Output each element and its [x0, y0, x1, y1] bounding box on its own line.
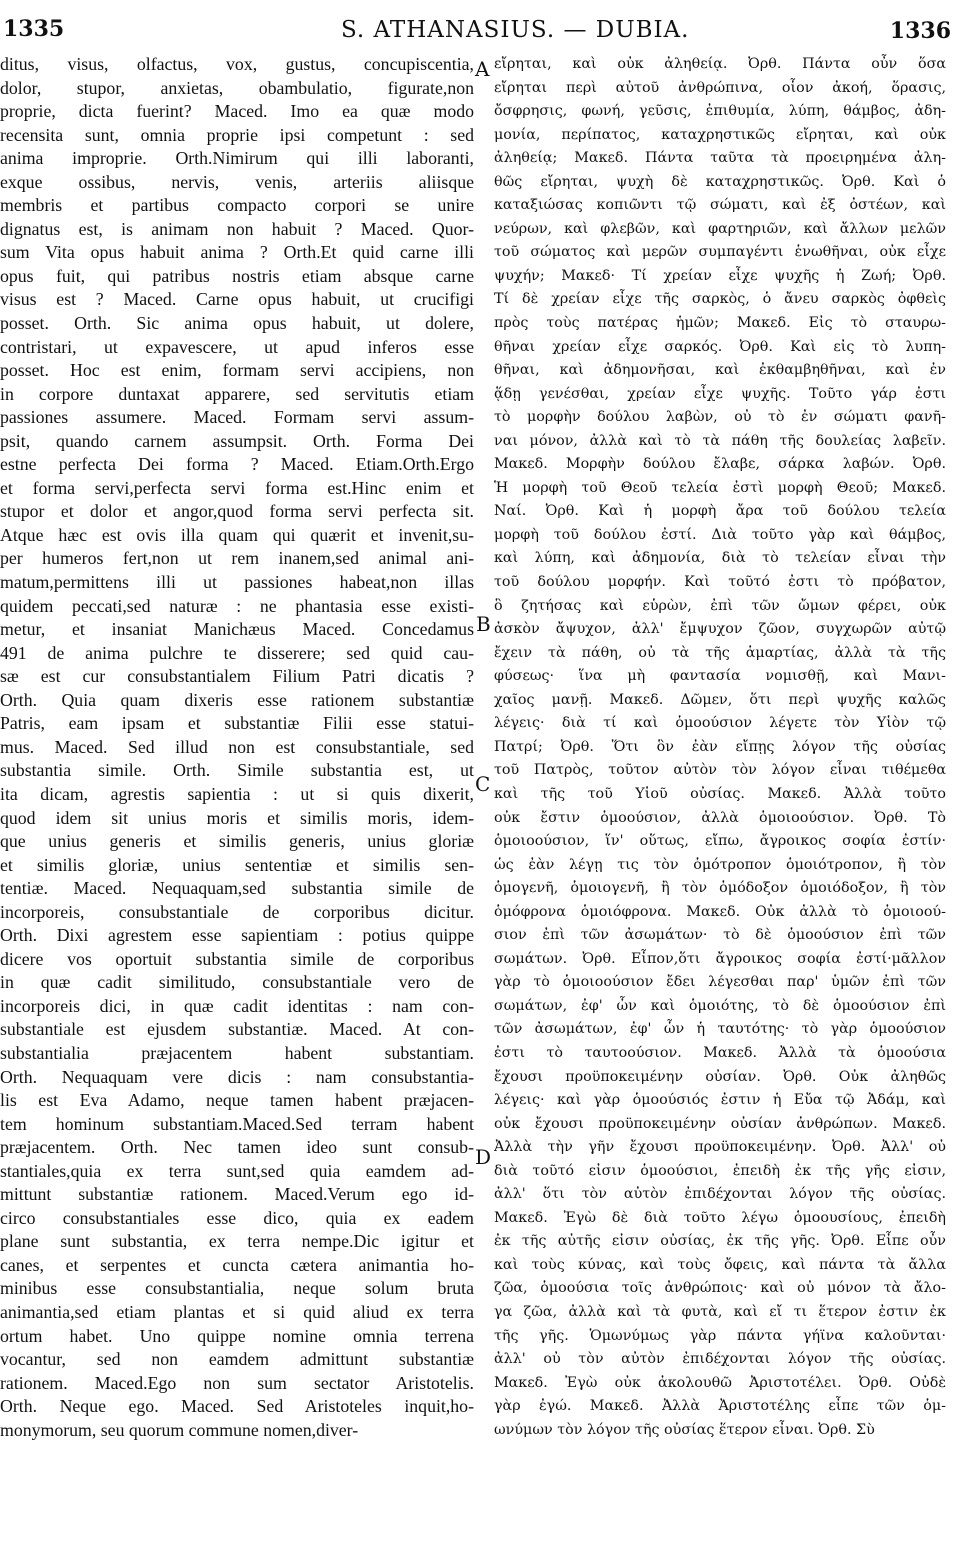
greek-text-line: ὁμοιοούσιον, ἵν' οὕτως, εἴπω, ἄγροικος σοφία ἐστίν·: [494, 833, 946, 850]
greek-text-line: ᾅδῃ γενέσθαι, χρείαν εἶχε ψυχῆς. Τοῦτο γάρ ἐστι: [494, 385, 946, 402]
greek-text-line: σωμάτων. Ὀρθ. Εἶπον,ὅτι ἄγροικος σοφία ἐστί·μᾶλλον: [494, 950, 946, 967]
latin-text-line: rationem. Maced.Ego non sum sectator Aristotelis.: [0, 1372, 474, 1393]
greek-text-line: διὰ τοῦτό εἰσιν ὁμοούσιοι, ἐπειδὴ ἐκ τῆς γῆς εἰσιν,: [494, 1162, 946, 1179]
greek-text-line: ἀλλ' ὅτι τὸν αὐτὸν ἐπιδέχονται λόγον τῆς οὐσίας.: [494, 1186, 946, 1203]
latin-text-line: in corpore duntaxat apparere, sed servitutis etiam: [0, 383, 474, 404]
latin-text-line: præjacentem. Orth. Nec tamen ideo sunt consub-: [0, 1137, 474, 1158]
greek-text-line: ὄσφρησις, φωνή, γεῦσις, ἐπιθυμία, λύπη, θάμβος, ἀδη-: [494, 103, 946, 120]
greek-text-line: ζῶα, ὁμοούσια τοῖς ἀνθρώποις· καὶ οὐ μόνον τὰ ἄλο-: [494, 1280, 946, 1297]
latin-text-line: Orth. Quia quam dixeris esse rationem substantiæ: [0, 689, 474, 710]
greek-text-line: Τί δὲ χρείαν εἶχε τῆς σαρκὸς, ὁ ἄνευ σαρκὸς ὀφθεὶς: [494, 291, 946, 308]
latin-text-line: anima improprie. Orth.Nimirum qui illi laboranti,: [0, 148, 474, 169]
greek-text-line: τῶν ἀσωμάτων, ἐφ' ὧν ἡ ταυτότης· τὸ γὰρ ὁμοούσιον: [494, 1021, 946, 1038]
latin-text-line: ortum habet. Uno quippe nomine omnia terrena: [0, 1325, 474, 1346]
greek-text-line: ωνύμων τὸν λόγον τῆς οὐσίας ἕτερον εἶναι. Ὀρθ. Σὺ: [494, 1421, 875, 1438]
latin-text-line: sæ est cur consubstantialem Filium Patri dicatis ?: [0, 666, 474, 687]
latin-text-line: posset. Hoc est enim, formam servi accipiens, non: [0, 360, 474, 381]
greek-text-line: ἐστι τὸ ταυτοούσιον. Μακεδ. Ἀλλὰ τὰ ὁμοούσια: [494, 1044, 946, 1061]
latin-text-line: posset. Orth. Sic anima opus habuit, ut dolere,: [0, 313, 474, 334]
greek-text-line: ἔχουσι προϋποκειμένην οὐσίαν. Ὀρθ. Οὐκ ἀληθῶς: [494, 1068, 946, 1085]
latin-text-line: 491 de anima pulchre te disserere; sed quid cau-: [0, 642, 474, 663]
greek-text-line: ψυχήν; Μακεδ· Τί χρείαν εἶχε ψυχῆς ἡ Ζωή; Ὀρθ.: [494, 267, 946, 284]
greek-text-line: γὰρ ἐγώ. Μακεδ. Ἀλλὰ Ἀριστοτέλης εἶπε τῶν ὁμ-: [494, 1398, 946, 1415]
latin-text-line: Orth. Dixi agrestem esse sapientiam : potius quippe: [0, 925, 474, 946]
greek-text-line: πρὸς τοὺς πατέρας ἡμῶν; Μακεδ. Εἰς τὸ σταυρω-: [494, 315, 946, 332]
greek-text-line: μορφὴ τοῦ δούλου ἐστί. Διὰ τοῦτο γὰρ καὶ θάμβος,: [494, 526, 946, 543]
greek-text-line: τὸ μορφὴν δούλου λαβὼν, οὐ τὸ ἐν σώματι φανῆ-: [494, 409, 946, 426]
latin-text-line: contristari, ut expavescere, ut apud inferos esse: [0, 336, 474, 357]
greek-text-line: ὁμογενῆ, ὁμοιογενῆ, ἢ τὸν ὁμόδοξον ὁμοιόδοξον, ἢ τὸν: [494, 880, 946, 897]
latin-text-line: dicere vos oportuit substantia simile de corporibus: [0, 948, 474, 969]
latin-text-line: recensita sunt, omnia proprie ipsi competunt : sed: [0, 124, 474, 145]
latin-text-line: quidem peccati,sed naturæ : ne phantasia esse existi-: [0, 595, 474, 616]
latin-text-line: minibus esse consubstantialia, neque solum bruta: [0, 1278, 474, 1299]
greek-text-line: σιον ἐπὶ τῶν ἀσωμάτων· τὸ δὲ ὁμοούσιον ἐπὶ τῶν: [494, 927, 946, 944]
latin-text-line: tentiæ. Maced. Nequaquam,sed substantia simile de: [0, 878, 474, 899]
latin-text-line: dignatus est, is animam non habuit ? Maced. Quor-: [0, 218, 474, 239]
greek-text-line: ὃ ζητήσας καὶ εὑρὼν, ἐπὶ τῶν ὤμων φέρει, οὐκ: [494, 597, 946, 614]
greek-text-line: Μακεδ. Ἐγὼ οὐκ ἀκολουθῶ Ἀριστοτέλει. Ὀρθ. Οὐδὲ: [494, 1374, 946, 1391]
latin-text-line: stantiales,quia ex terra sunt,sed quia eamdem ad-: [0, 1160, 474, 1181]
greek-text-line: γὰρ τὸ ὁμοιοούσιον ἔδει λέγεσθαι παρ' ὑμῶν ἐπὶ τῶν: [494, 974, 946, 991]
greek-text-line: εἴρηται, καὶ οὐκ ἀληθείᾳ. Ὀρθ. Πάντα οὖν ὅσα: [494, 56, 946, 72]
greek-text-line: ἀσκὸν ἄψυχον, ἀλλ' ἔμψυχον ζῶον, συγχωρῶν αὐτῷ: [494, 621, 946, 638]
greek-text-line: καὶ τῆς τοῦ Υἱοῦ οὐσίας. Μακεδ. Ἀλλὰ τοῦτο: [494, 785, 946, 802]
latin-text-line: plane sunt substantia, ex terra nempe.Dic igitur et: [0, 1231, 474, 1252]
latin-text-line: ita dicam, agrestis sapientia : ut si quis dixerit,: [0, 783, 474, 804]
greek-text-line: γα ζῶα, ἀλλὰ καὶ τὰ φυτὰ, καὶ εἴ τι ἕτερον ἐστιν ἐκ: [494, 1303, 946, 1320]
running-title: S. ATHANASIUS. — DUBIA.: [341, 17, 690, 43]
greek-text-line: τοῦ σώματος καὶ μερῶν συμπαγέντι ἑνωθῆναι, οὐκ εἶχε: [494, 244, 946, 261]
latin-text-line: animantia,sed etiam plantas et si quid aliud ex terra: [0, 1301, 474, 1322]
greek-text-line: οὐκ ἔστιν ὁμοούσιον, ἀλλὰ ὁμοιοούσιον. Ὀρθ. Τὸ: [494, 809, 946, 826]
section-marker-a: A: [475, 57, 490, 81]
greek-text-line: Μακεδ. Μορφὴν δούλου ἔλαβε, σάρκα λαβών. Ὀρθ.: [494, 456, 946, 473]
greek-text-line: Ἡ μορφὴ τοῦ Θεοῦ τελεία ἐστὶ μορφὴ Θεοῦ; Μακεδ.: [494, 479, 946, 496]
greek-text-line: οὐκ ἔχουσι προϋποκειμένην οὐσίαν ἀνθρώπων. Μακεδ.: [494, 1115, 946, 1132]
latin-text-line: canes, et serpentes et cuncta cætera animantia ho-: [0, 1254, 474, 1275]
greek-text-line: τοῦ Πατρὸς, τοῦτον αὐτὸν τὸν λόγον εἶναι τιθέμεθα: [494, 762, 946, 779]
latin-text-line: matum,permittens illi ut passiones habeat,non illas: [0, 572, 474, 593]
latin-text-line: Atque hæc est ovis illa quam qui quærit et invenit,su-: [0, 524, 474, 545]
greek-text-line: θῆναι, καὶ ἀδημονῆσαι, καὶ ἐκθαμβηθῆναι, καὶ ἐν: [494, 362, 946, 379]
latin-text-line: Patris, eam ipsam et substantiæ Filii esse statui-: [0, 713, 474, 734]
greek-text-line: Μακεδ. Ἐγὼ δὲ διὰ τοῦτο λέγω ὁμοουσίους, ἐπειδὴ: [494, 1209, 946, 1226]
latin-text-line: tem hominum substantiam.Maced.Sed terram habent: [0, 1113, 474, 1134]
section-marker-d: D: [475, 1145, 492, 1169]
latin-text-line: proprie, dicta fuerint? Maced. Imo ea quæ modo: [0, 101, 474, 122]
latin-text-line: substantiale est ejusdem substantiæ. Maced. At con-: [0, 1019, 474, 1040]
latin-text-line: psit, quando carnem assumpsit. Orth. Forma Dei: [0, 430, 474, 451]
page-header: [0, 16, 957, 46]
greek-text-line: μονία, περίπατος, καταχρηστικῶς εἴρηται, καὶ οὐκ: [494, 126, 946, 143]
latin-text-line: mus. Maced. Sed illud non est consubstantiale, sed: [0, 736, 474, 757]
latin-text-line: incorporeis, consubstantiale de corporibus dicitur.: [0, 901, 474, 922]
latin-text-line: et forma servi,perfecta servi forma est.Hinc enim et: [0, 477, 474, 498]
greek-text-line: καὶ τοὺς κύνας, καὶ τοὺς ὄφεις, καὶ πάντα τὰ ἄλλα: [494, 1256, 946, 1273]
greek-text-line: ἀλλ' οὐ τὸν αὐτὸν ἐπιδέχονται λόγον τῆς οὐσίας.: [494, 1351, 946, 1368]
greek-text-line: ἀληθείᾳ; Μακεδ. Πάντα ταῦτα τὰ προειρημένα ἀλη-: [494, 150, 946, 167]
greek-text-line: ἔχειν τὰ πάθη, οὐ τὰ τῆς ἁμαρτίας, ἀλλὰ τὰ τῆς: [494, 644, 946, 661]
greek-text-line: φύσεως· ἵνα μὴ φαντασία νομισθῇ, καὶ Μανι-: [494, 668, 946, 685]
greek-text-line: τῆς γῆς. Ὁμωνύμως γὰρ πάντα γήϊνα καλοῦνται·: [494, 1327, 946, 1344]
greek-text-line: σωμάτων, ἐφ' ὧν καὶ ὁμοιότης, τὸ δὲ ὁμοούσιον ἐπὶ: [494, 997, 946, 1014]
greek-column: [494, 53, 946, 1553]
greek-text-line: ναι μόνον, ἀλλὰ καὶ τὸ τὰ πάθη τῆς δουλείας λαβεῖν.: [494, 432, 946, 449]
latin-text-line: stupor et dolor et angor,quod forma servi perfecta sit.: [0, 501, 474, 522]
latin-text-line: sum Vita opus habuit anima ? Orth.Et quid carne illi: [0, 242, 474, 263]
section-marker-b: B: [476, 612, 491, 636]
greek-text-line: καταξιώσας κοπιῶντι τῷ σώματι, καὶ ἐξ ὀστέων, καὶ: [494, 197, 946, 214]
latin-text-line: estne perfecta Dei forma ? Maced. Etiam.Orth.Ergo: [0, 454, 474, 475]
latin-text-line: substantia simile. Orth. Simile substantia est, ut: [0, 760, 474, 781]
greek-text-line: ὁμόφρονα ὁμοιόφρονα. Μακεδ. Οὐκ ἀλλὰ τὸ ὁμοιοού-: [494, 903, 946, 920]
latin-text-line: dolor, stupor, anxietas, obambulatio, figurate,non: [0, 77, 474, 98]
latin-text-line: substantialia præjacentem habent substantiam.: [0, 1042, 474, 1063]
greek-text-line: λέγεις· καὶ γὰρ ὁμοούσιός ἐστιν ἡ Εὔα τῷ Ἀδάμ, καὶ: [494, 1092, 946, 1109]
latin-text-line: quod idem sit unius moris et similis moris, idem-: [0, 807, 474, 828]
greek-text-line: καὶ λύπη, καὶ ἀδημονία, διὰ τὸ τελείαν εἶναι τὴν: [494, 550, 946, 567]
section-marker-c: C: [475, 772, 491, 796]
page-number-right: 1336: [889, 18, 951, 44]
latin-text-line: mittunt substantiæ rationem. Maced.Verum ego id-: [0, 1184, 474, 1205]
latin-text-line: visus est ? Maced. Carne opus habuit, ut crucifigi: [0, 289, 474, 310]
page-number-left: 1335: [3, 16, 65, 42]
latin-text-line: vocantur, sed non eamdem admittunt substantiæ: [0, 1349, 474, 1370]
latin-text-line: monymorum, seu quorum commune nomen,diver-: [0, 1419, 359, 1440]
latin-text-line: ditus, visus, olfactus, vox, gustus, concupiscentia,: [0, 54, 474, 74]
latin-text-line: lis est Eva Adamo, neque tamen habent præjacen-: [0, 1090, 474, 1111]
greek-text-line: Πατρί; Ὀρθ. Ὅτι ὃν ἐὰν εἴπῃς λόγον τῆς οὐσίας: [494, 738, 946, 755]
latin-text-line: et similis gloriæ, unius sententiæ et similis sen-: [0, 854, 474, 875]
greek-text-line: ἐκ τῆς αὐτῆς εἰσιν οὐσίας, ἐκ τῆς γῆς. Ὀρθ. Εἶπε οὖν: [494, 1233, 946, 1250]
latin-text-line: incorporeis dici, in quæ cadit identitas : nam con-: [0, 995, 474, 1016]
latin-text-line: Orth. Neque ego. Maced. Sed Aristoteles inquit,ho-: [0, 1396, 474, 1417]
greek-text-line: λέγεις· διὰ τί καὶ ὁμοούσιον λέγετε τὸν Υἱὸν τῷ: [494, 715, 946, 732]
greek-text-line: θῶς εἴρηται, ψυχὴ δὲ καταχρηστικῶς. Ὀρθ. Καὶ ὁ: [494, 173, 946, 190]
latin-text-line: exque ossibus, nervis, venis, arteriis aliisque: [0, 171, 474, 192]
latin-text-line: per humeros fert,non ut rem inanem,sed animal ani-: [0, 548, 474, 569]
greek-text-line: εἴρηται περὶ αὐτοῦ ἀνθρώπινα, οἷον ἀκοή, ὅρασις,: [494, 79, 946, 96]
latin-text-line: in quæ cadit similitudo, consubstantiale vero de: [0, 972, 474, 993]
latin-text-line: metur, et insaniat Manichæus Maced. Concedamus: [0, 619, 474, 640]
latin-text-line: membris et partibus compacto corpori se unire: [0, 195, 474, 216]
greek-text-line: Ἀλλὰ τὴν γῆν ἔχουσι προϋποκειμένην. Ὀρθ. Ἀλλ' οὐ: [494, 1139, 946, 1156]
latin-text-line: que unius generis et similis generis, unius gloriæ: [0, 831, 474, 852]
latin-text-line: passiones assumere. Maced. Formam servi assum-: [0, 407, 474, 428]
greek-text-line: νεύρων, καὶ φλεβῶν, καὶ φαρτηριῶν, καὶ ἄλλων μελῶν: [494, 220, 946, 237]
greek-text-line: θῆναι χρείαν εἶχε σαρκός. Ὀρθ. Καὶ εἰς τὸ λυπη-: [494, 338, 946, 355]
greek-text-line: χαῖος μανῇ. Μακεδ. Δῶμεν, ὅτι περὶ ψυχῆς καλῶς: [494, 691, 946, 708]
latin-column: [0, 53, 474, 1553]
latin-text-line: Orth. Nequaquam vere dicis : nam consubstantia-: [0, 1066, 474, 1087]
latin-text-line: circo consubstantiales esse dico, quia ex eadem: [0, 1207, 474, 1228]
latin-text-line: opus fuit, qui patribus nostris etiam absque carne: [0, 265, 474, 286]
greek-text-line: Ναί. Ὀρθ. Καὶ ἡ μορφὴ ἄρα τοῦ δούλου τελεία: [494, 503, 946, 520]
greek-text-line: τοῦ δούλου μορφήν. Καὶ τοῦτό ἐστι τὸ πρόβατον,: [494, 574, 946, 591]
greek-text-line: ὡς ἐὰν λέγῃ τις τὸν ὁμότροπον ὁμοιότροπον, ἢ τὸν: [494, 856, 946, 873]
